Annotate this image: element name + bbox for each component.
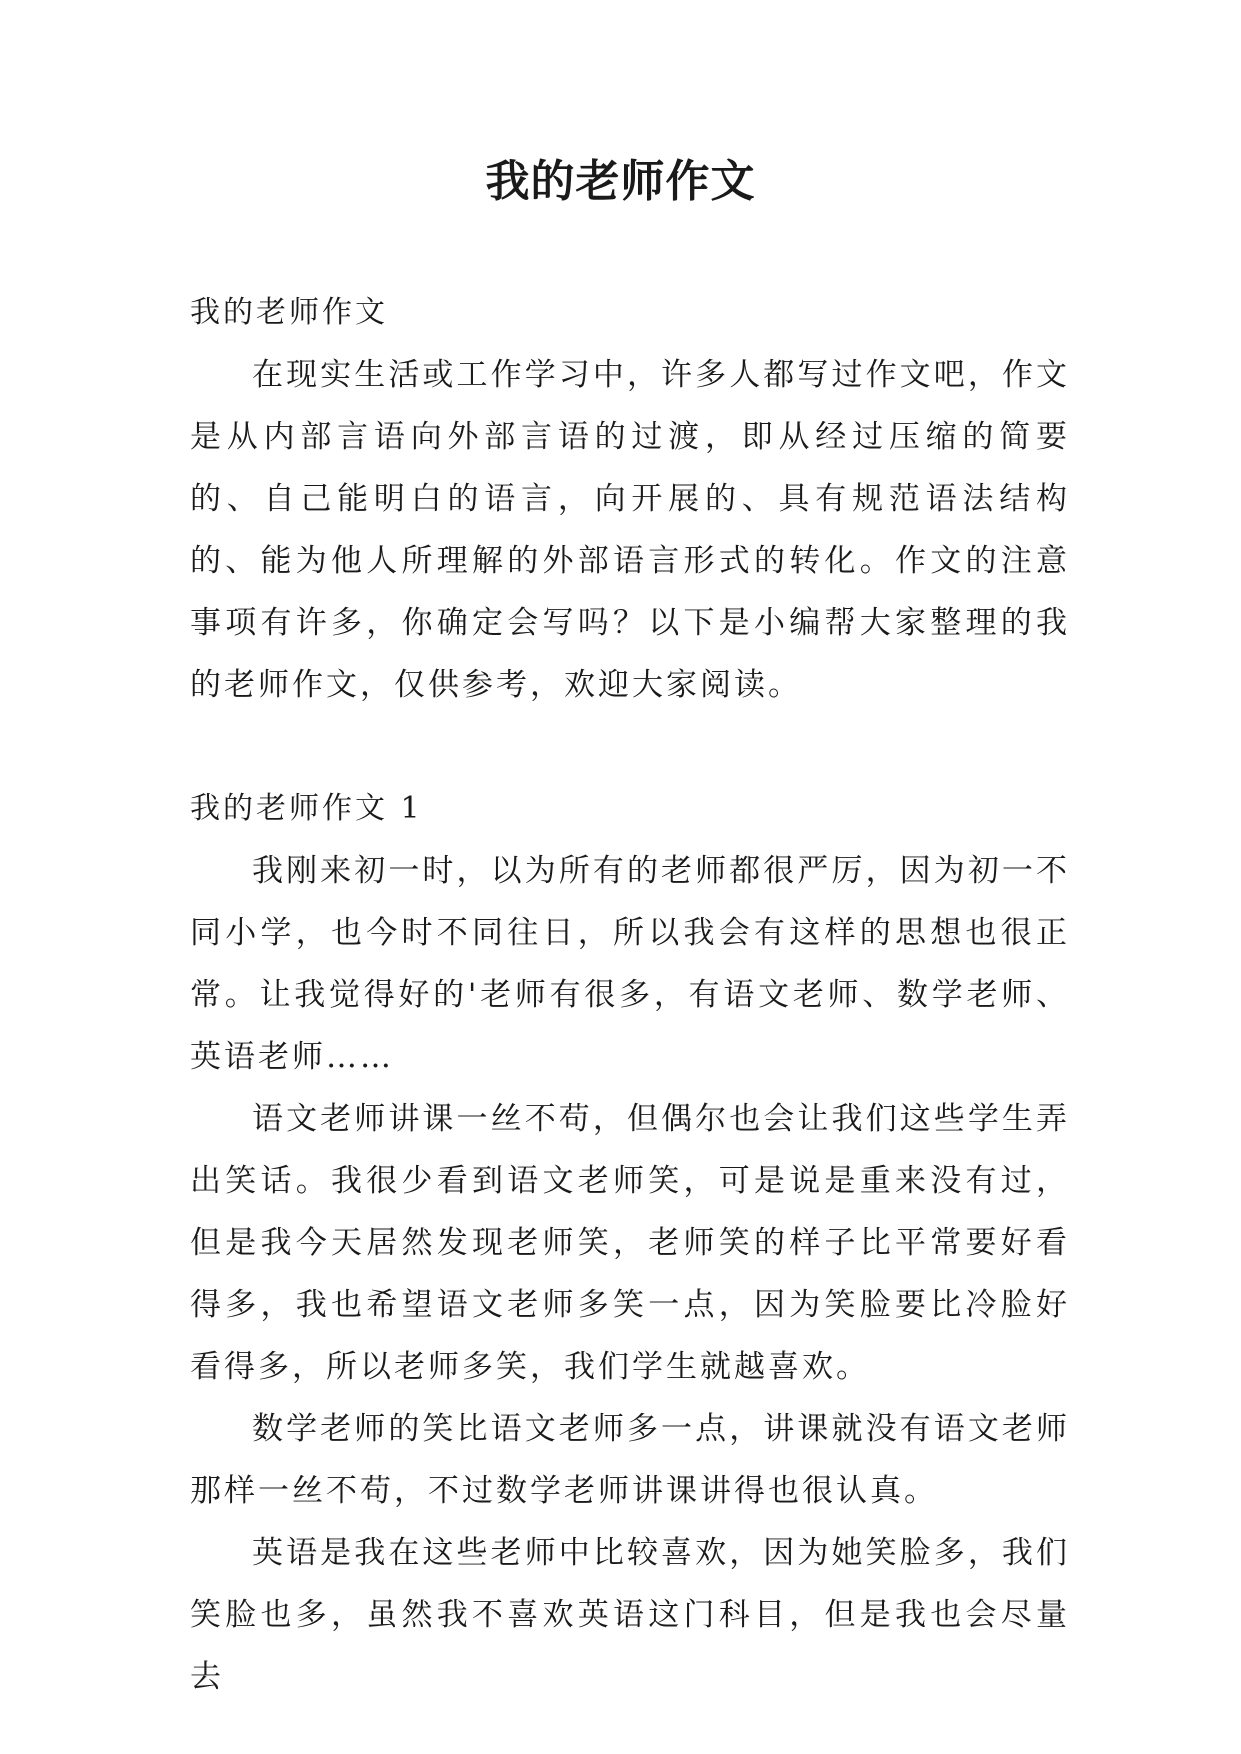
document-body (190, 282, 1070, 1708)
section-spacer (190, 716, 1070, 778)
document-title: 我的老师作文 (485, 156, 756, 207)
section1-paragraph: 数学老师的笑比语文老师多一点，讲课就没有语文老师那样一丝不苟，不过数学老师讲课讲得也很认真。 (190, 1411, 1070, 1509)
section1-paragraph: 我刚来初一时，以为所有的老师都很严厉，因为初一不同小学，也今时不同往日，所以我会有这样的思想也很正常。让我觉得好的'老师有很多，有语文老师、数学老师、英语老师…… (190, 853, 1070, 1075)
section1-paragraph: 英语是我在这些老师中比较喜欢，因为她笑脸多，我们笑脸也多，虽然我不喜欢英语这门科目，但是我也会尽量去 (190, 1535, 1070, 1695)
section1-heading: 我的老师作文 1 (190, 791, 423, 826)
intro-paragraph: 在现实生活或工作学习中，许多人都写过作文吧，作文是从内部言语向外部言语的过渡，即从经过压缩的简要的、自己能明白的语言，向开展的、具有规范语法结构的、能为他人所理解的外部语言形式的转化。作文的注意事项有许多，你确定会写吗？以下是小编帮大家整理的我的老师作文，仅供参考，欢迎大家阅读。 (190, 357, 1070, 703)
intro-heading: 我的老师作文 (190, 295, 388, 330)
section1-paragraph: 语文老师讲课一丝不苟，但偶尔也会让我们这些学生弄出笑话。我很少看到语文老师笑，可是说是重来没有过，但是我今天居然发现老师笑，老师笑的样子比平常要好看得多，我也希望语文老师多笑一点，因为笑脸要比冷脸好看得多，所以老师多笑，我们学生就越喜欢。 (190, 1101, 1070, 1385)
